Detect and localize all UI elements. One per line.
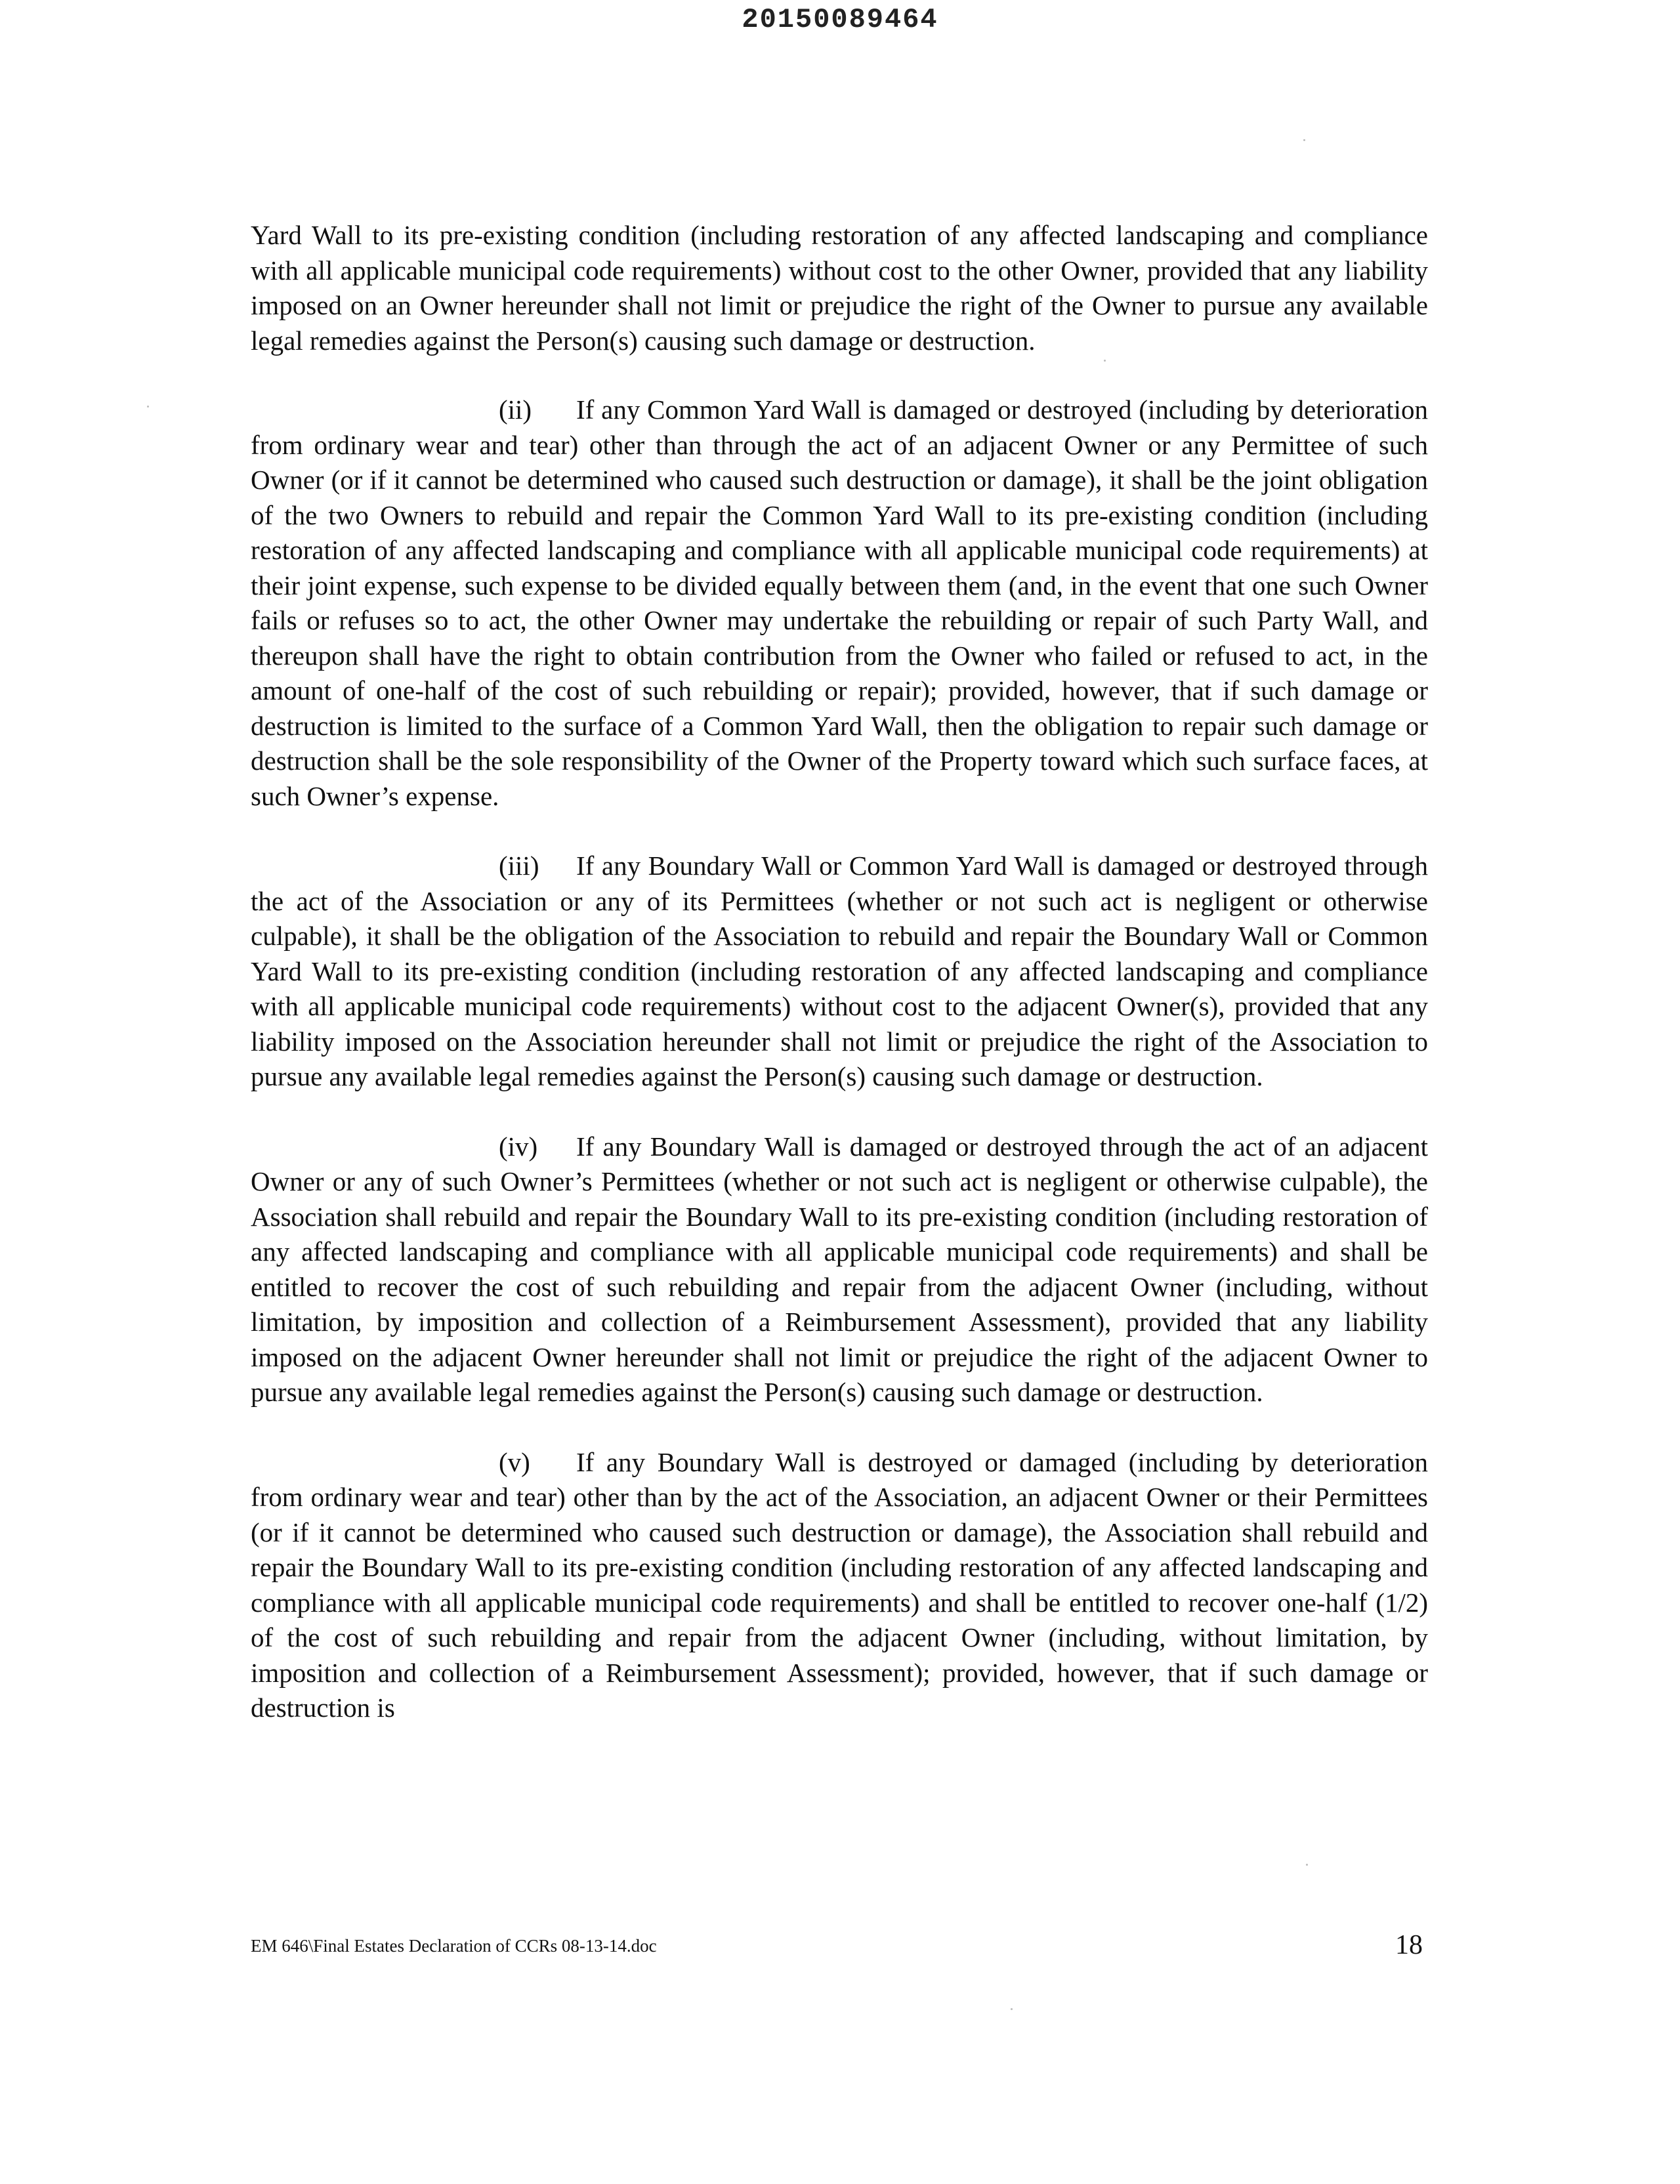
paragraph-number: (iv): [499, 1131, 538, 1162]
paragraph-v: [251, 1445, 1428, 1726]
paragraph-text: If any Common Yard Wall is damaged or destroyed (including by deterioration from ordinary wear and tear) other than through the act of an adjacent Owner or any Permittee of such Owner (or if it cannot be determined who caused such destruction or damage), it shall be the joint obligation of the two Owners to rebuild and repair the Common Yard Wall to its pre-existing condition (including restoration of any affected landscaping and compliance with all applicable municipal code requirements) at their joint expense, such expense to be divided equally between them (and, in the event that one such Owner fails or refuses so to act, the other Owner may undertake the rebuilding or repair of such Party Wall, and thereupon shall have the right to obtain contribution from the Owner who failed or refused to act, in the amount of one-half of the cost of such rebuilding or repair); provided, however, that if such damage or destruction is limited to the surface of a Common Yard Wall, then the obligation to repair such damage or destruction shall be the sole responsibility of the Owner of the Property toward which such surface faces, at such Owner’s expense.: [251, 394, 1428, 811]
scan-speck: [1303, 139, 1305, 141]
scan-speck: [1011, 2008, 1013, 2010]
paragraph-text: If any Boundary Wall is damaged or destroyed through the act of an adjacent Owner or any of such Owner’s Permittees (whether or not such act is negligent or otherwise culpable), the Association shall rebuild and repair the Boundary Wall to its pre-existing condition (including restoration of any affected landscaping and compliance with all applicable municipal code requirements) and shall be entitled to recover the cost of such rebuilding and repair from the adjacent Owner (including, without limitation, by imposition and collection of a Reimbursement Assessment), provided that any liability imposed on the adjacent Owner hereunder shall not limit or prejudice the right of the adjacent Owner to pursue any available legal remedies against the Person(s) causing such damage or destruction.: [251, 1131, 1428, 1407]
paragraph-ii: [251, 392, 1428, 814]
paragraph-iv: [251, 1129, 1428, 1410]
footer-file-path: EM 646\Final Estates Declaration of CCRs 08-13-14.doc: [251, 1936, 657, 1956]
scan-speck: [1306, 1864, 1308, 1866]
paragraph-continuation: [251, 218, 1428, 358]
paragraph-number: (iii): [499, 850, 539, 881]
scan-speck: [147, 406, 149, 408]
paragraph-text: Yard Wall to its pre-existing condition (including restoration of any affected landscaping and compliance with all applicable municipal code requirements) without cost to the other Owner, provided that any liability imposed on an Owner hereunder shall not limit or prejudice the right of the Owner to pursue any available legal remedies against the Person(s) causing such damage or destruction.: [251, 220, 1428, 356]
document-body: [251, 218, 1428, 1761]
document-number: 20150089464: [742, 4, 938, 35]
scan-speck: [1104, 360, 1106, 362]
page-number: 18: [1395, 1930, 1423, 1960]
paragraph-text: If any Boundary Wall or Common Yard Wall is damaged or destroyed through the act of the Association or any of its Permittees (whether or not such act is negligent or otherwise culpable), it shall be the obligation of the Association to rebuild and repair the Boundary Wall or Common Yard Wall to its pre-existing condition (including restoration of any affected landscaping and compliance with all applicable municipal code requirements) without cost to the adjacent Owner(s), provided that any liability imposed on the Association hereunder shall not limit or prejudice the right of the Association to pursue any available legal remedies against the Person(s) causing such damage or destruction.: [251, 850, 1428, 1091]
paragraph-number: (ii): [499, 394, 532, 425]
paragraph-text: If any Boundary Wall is destroyed or damaged (including by deterioration from ordinary wear and tear) other than by the act of the Association, an adjacent Owner or their Permittees (or if it cannot be determined who caused such destruction or damage), the Association shall rebuild and repair the Boundary Wall to its pre-existing condition (including restoration of any affected landscaping and compliance with all applicable municipal code requirements) and shall be entitled to recover one-half (1/2) of the cost of such rebuilding and repair from the adjacent Owner (including, without limitation, by imposition and collection of a Reimbursement Assessment); provided, however, that if such damage or destruction is: [251, 1446, 1428, 1723]
paragraph-iii: [251, 849, 1428, 1095]
paragraph-number: (v): [499, 1446, 530, 1477]
